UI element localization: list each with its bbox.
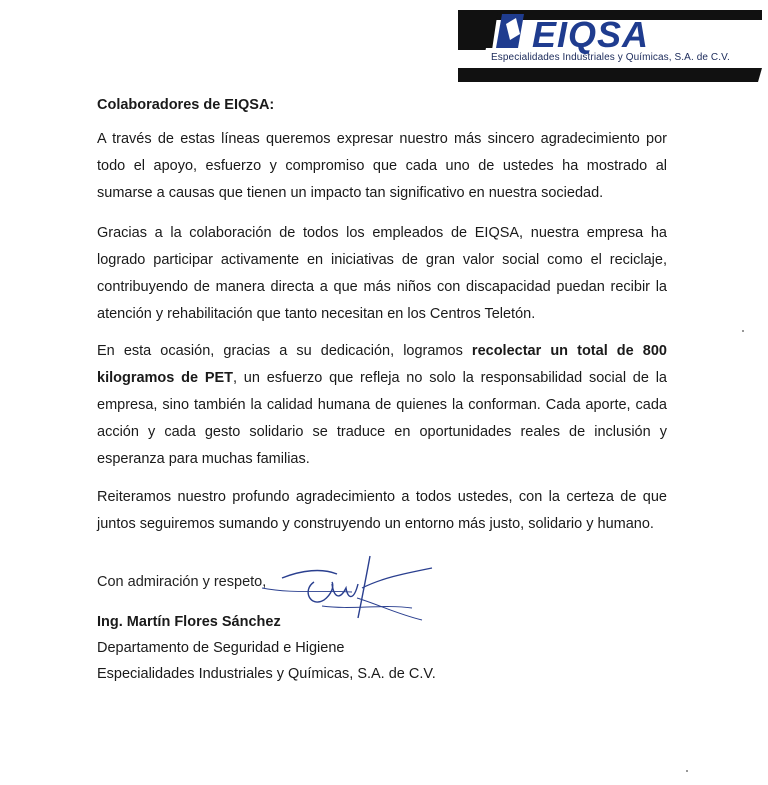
- logo-wordmark: EIQSA: [532, 14, 650, 55]
- signer-department: Departamento de Seguridad e Higiene: [97, 640, 345, 656]
- paragraph-3: [97, 338, 667, 473]
- closing-phrase: Con admiración y respeto,: [97, 574, 267, 590]
- paragraph-1: A través de estas líneas queremos expresar nuestro más sincero agradecimiento por todo el apoyo, esfuerzo y compromiso que cada uno de ustedes ha mostrado al sumarse a causas que tienen un impacto tan significativo en nuestra sociedad.: [97, 131, 667, 201]
- salutation: Colaboradores de EIQSA:: [97, 97, 275, 113]
- paragraph-4: Reiteramos nuestro profundo agradecimiento a todos ustedes, con la certeza de que juntos seguiremos sumando y construyendo un entorno más justo, solidario y humano.: [97, 489, 667, 532]
- company-logo: [458, 10, 762, 86]
- paragraph-3-highlight: recolectar un total de 800 kilogramos de PET: [97, 343, 668, 386]
- eiqsa-logo-graphic: [458, 10, 762, 86]
- scan-speck: [686, 770, 688, 772]
- signer-name: Ing. Martín Flores Sánchez: [97, 614, 281, 630]
- paragraph-3-intro: En esta ocasión, gracias a su dedicación, logramos: [97, 343, 472, 359]
- paragraph-2: Gracias a la colaboración de todos los empleados de EIQSA, nuestra empresa ha logrado participar activamente en iniciativas de gran valor social como el reciclaje, contribuyendo de manera directa a que más niños con discapacidad puedan recibir la atención y rehabilitación que tanto necesitan en los Centros Teletón.: [97, 225, 667, 322]
- signer-company: Especialidades Industriales y Químicas, S.A. de C.V.: [97, 666, 436, 682]
- handwritten-signature: [262, 548, 442, 628]
- paragraph-3-rest: , un esfuerzo que refleja no solo la responsabilidad social de la empresa, sino también la calidad humana de quienes la conforman. Cada aporte, cada acción y cada gesto solidario se traduce en oportunidades reales de inclusión y esperanza para muchas familias.: [97, 370, 667, 467]
- scan-speck: [742, 330, 744, 332]
- logo-company-name: Especialidades Industriales y Químicas, S.A. de C.V.: [491, 52, 730, 63]
- letter-body: [97, 95, 668, 532]
